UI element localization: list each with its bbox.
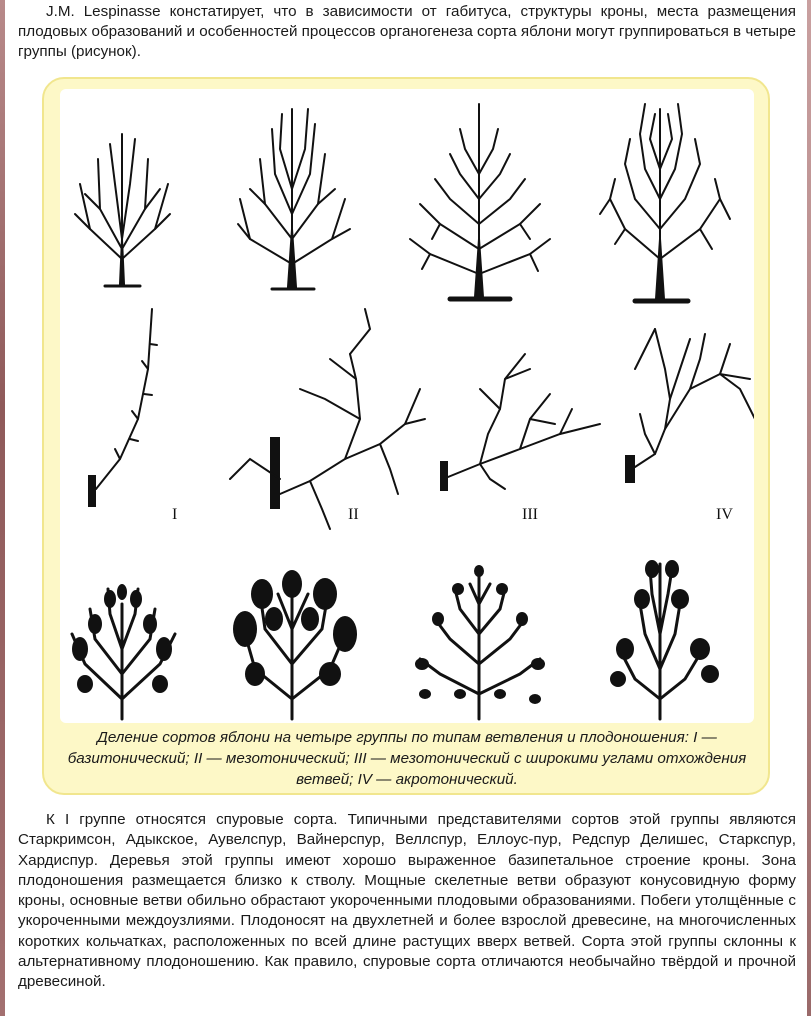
fruit-tree-type-2 [233, 570, 357, 719]
fruit-tree-type-4 [610, 560, 719, 719]
tree-type-4-outline [600, 104, 730, 301]
branch-type-4 [625, 329, 754, 523]
fruit-tree-type-1 [72, 584, 175, 719]
tree-type-2-outline [238, 109, 350, 289]
figure-caption: Деление сортов яблони на четыре группы по типам ветвления и плодоношения: I — базитонический; II — мезотонический; III — мезотонический с широкими углами отхождения ветвей; IV — акротонический. [67, 729, 747, 788]
figure-illustration [60, 89, 754, 723]
page-right-edge [807, 0, 811, 1016]
branch-type-2 [230, 309, 425, 529]
group-label-4: IV [716, 506, 733, 523]
group-label-1: I [172, 506, 178, 523]
tree-type-3-outline [410, 104, 550, 299]
group-label-2: II [348, 506, 359, 523]
figure-box [42, 77, 770, 795]
body-paragraph: К I группе относятся спуровые сорта. Типичными представителями сортов этой группы являются Старкримсон, Адыкское, Аувелспур, Вайнерспур, Веллспур, Еллоус-пур, Редспур Делишес, Старкспур, Хардиспур. Деревья этой группы имеют хорошо выраженное базипетальное строение кроны. Зона плодоношения размещается близко к стволу. Мощные скелетные ветви образуют конусовидную форму кроны, основные ветви обильно обрастают укороченными плодовыми образованиями. Побеги утолщённые с укороченными междоузлиями. Плодоносят на двухлетней и более взрослой древесине, на многочисленных коротких кольчатках, расположенных по всей длине растущих вверх ветвей. Сорта этой группы склонны к альтернативному плодоношению. Как правило, спуровые сорта отличаются необычайно твёрдой и прочной древесиной. [18, 811, 796, 991]
branch-type-3 [440, 354, 600, 523]
group-label-3: III [522, 506, 538, 523]
branch-type-1 [88, 309, 177, 523]
fruit-tree-type-3 [415, 565, 545, 719]
tree-type-1-outline [75, 134, 170, 286]
intro-paragraph: J.M. Lespinasse констатирует, что в зависимости от габитуса, структуры кроны, места размещения плодовых образований и особенностей процессов органогенеза сорта яблони могут группироваться в четыре группы (рисунок). [18, 3, 796, 60]
page-left-edge [0, 0, 5, 1016]
